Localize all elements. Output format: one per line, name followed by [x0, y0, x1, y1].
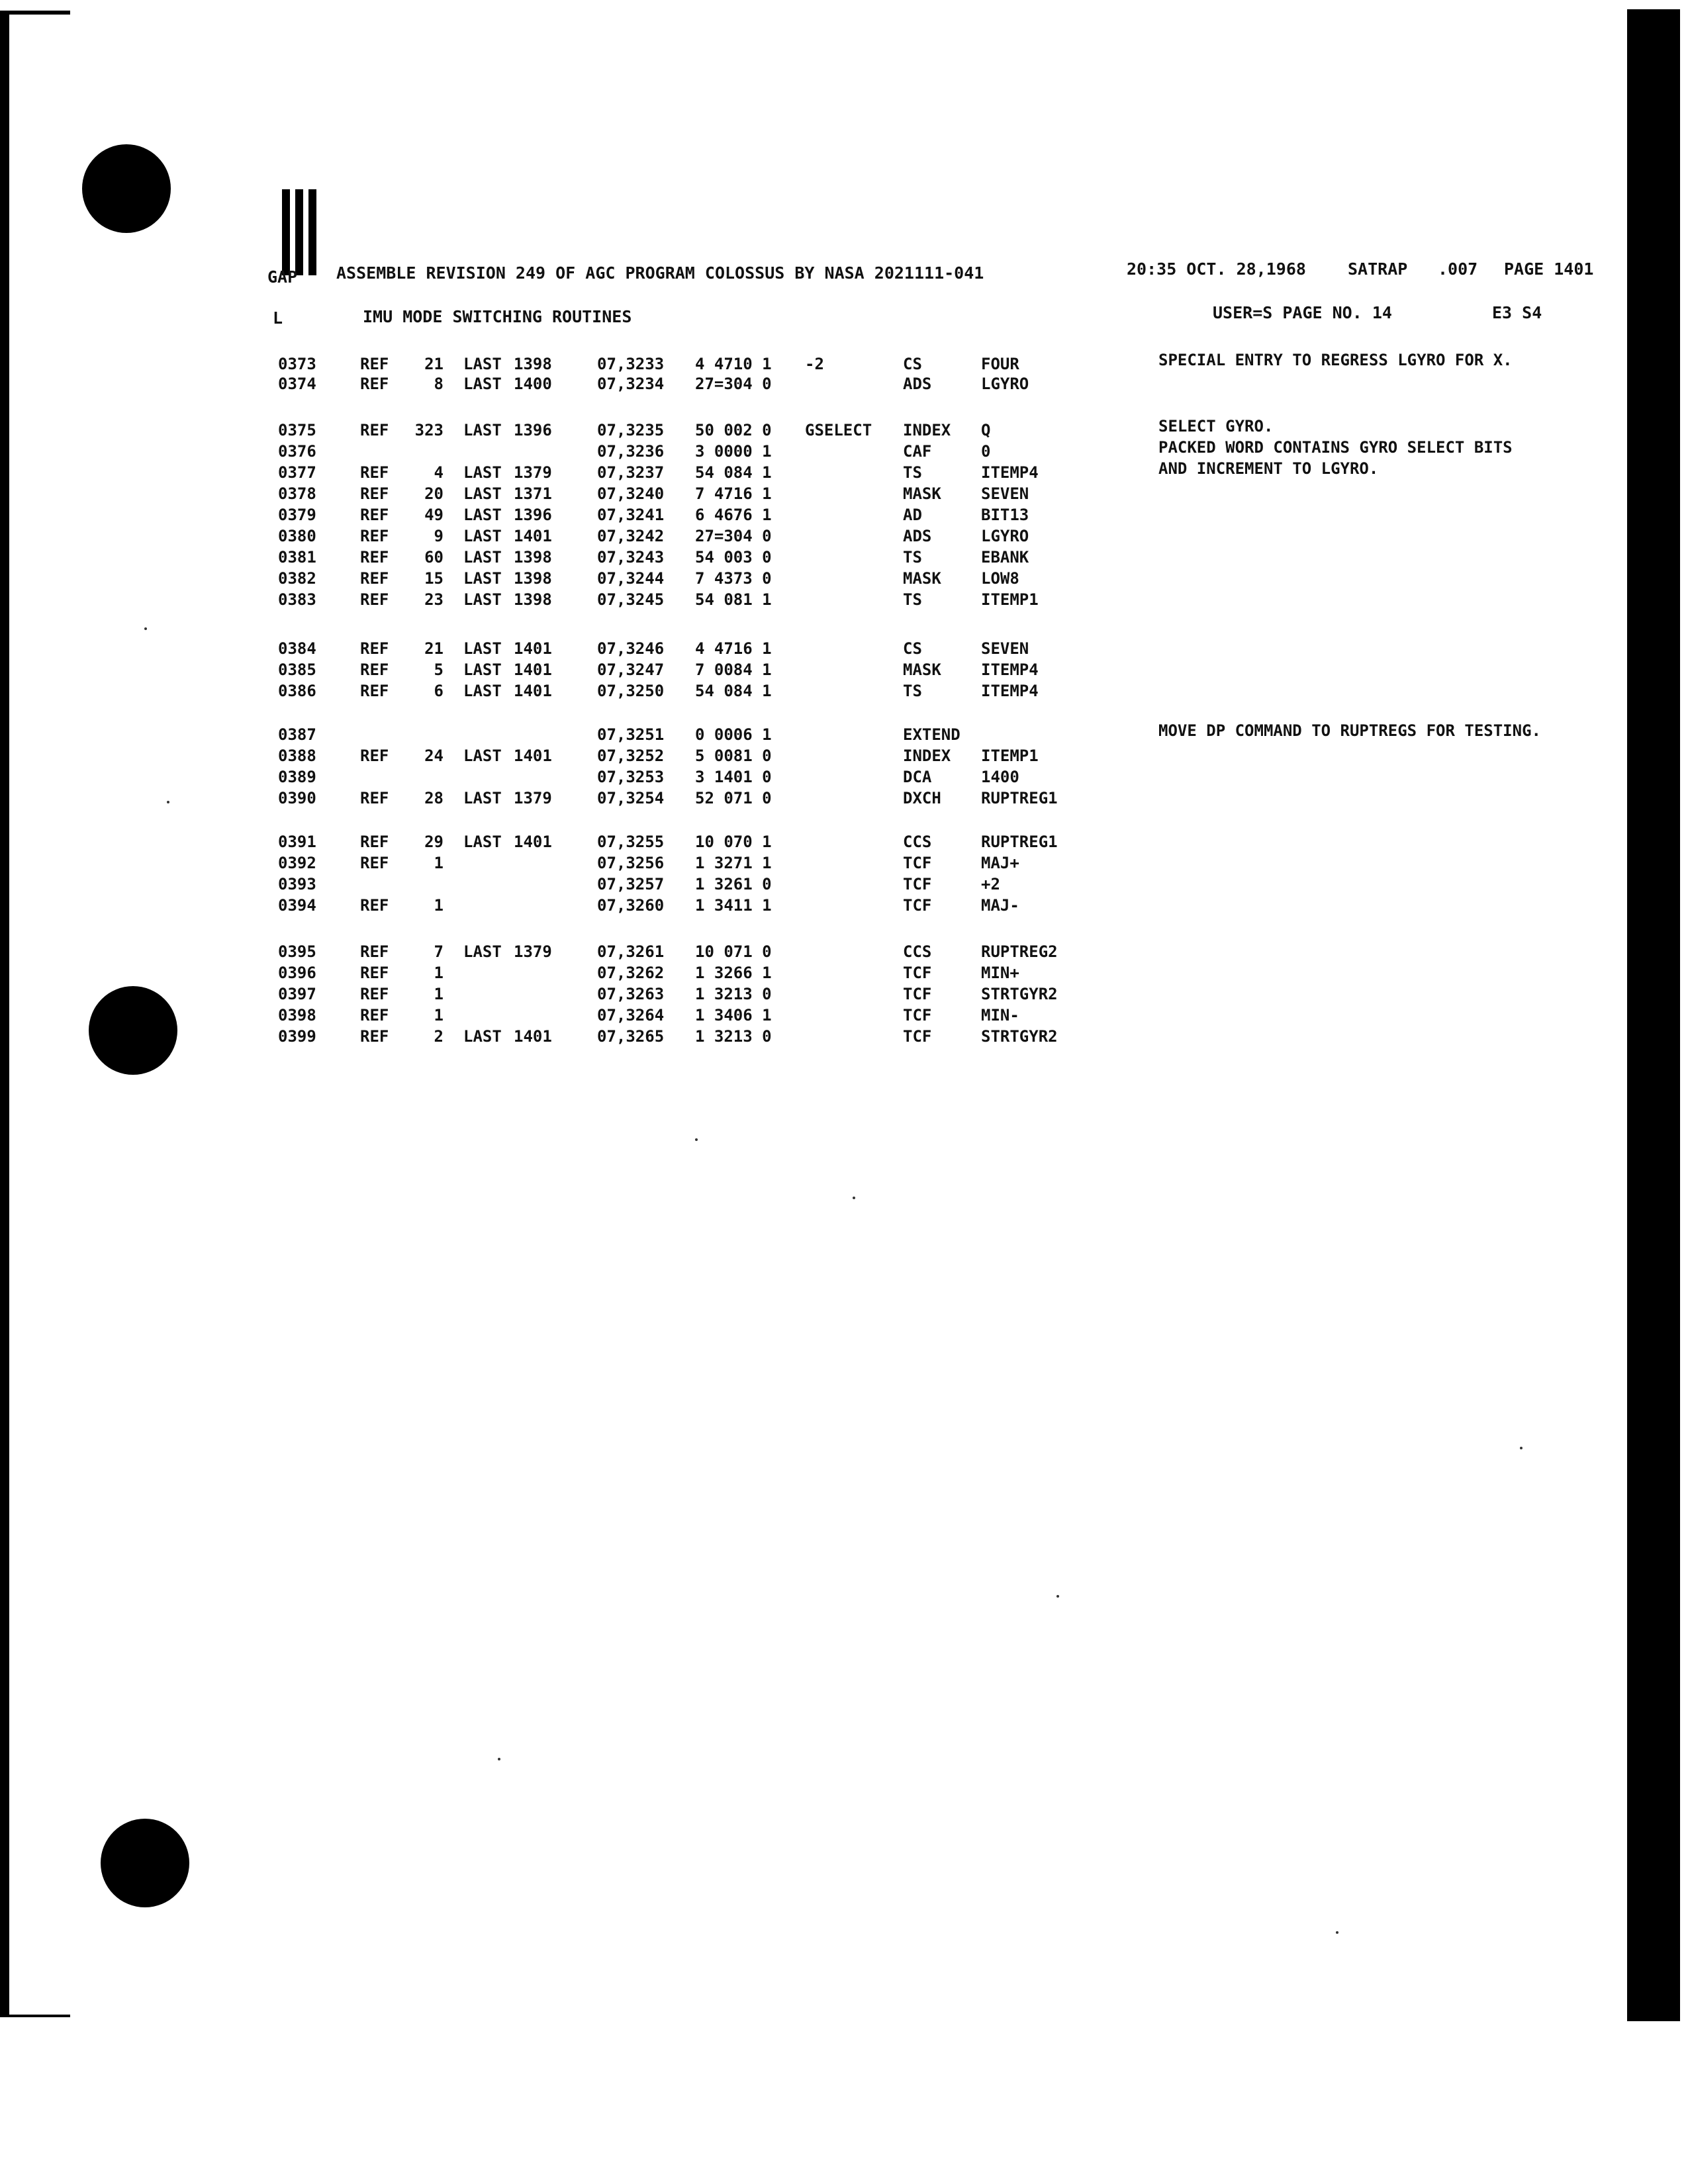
- cell-word: 54 081 1: [695, 590, 772, 609]
- cell-last: LAST: [463, 1027, 502, 1046]
- cell-lastn: 1379: [514, 942, 552, 961]
- cell-line: 0380: [278, 527, 316, 545]
- cell-lastn: 1401: [514, 527, 552, 545]
- cell-line: 0386: [278, 682, 316, 700]
- cell-lastn: 1401: [514, 639, 552, 658]
- cell-ref: REF: [360, 1027, 389, 1046]
- cell-addr: 07,3246: [597, 639, 665, 658]
- cell-word: 3 0000 1: [695, 442, 772, 461]
- cell-line: 0385: [278, 660, 316, 679]
- cell-last: LAST: [463, 421, 502, 439]
- cell-refn: 5: [434, 660, 444, 679]
- cell-operand: 1400: [981, 768, 1019, 786]
- cell-lastn: 1401: [514, 747, 552, 765]
- listing-row: [0, 985, 1125, 1006]
- cell-last: LAST: [463, 747, 502, 765]
- section-letter: L: [273, 308, 283, 328]
- cell-operand: Q: [981, 421, 991, 439]
- cell-op: ADS: [903, 375, 932, 393]
- cell-lastn: 1398: [514, 590, 552, 609]
- cell-lastn: 1396: [514, 506, 552, 524]
- listing-row: [0, 527, 1125, 548]
- listing-row: [0, 421, 1125, 442]
- cell-ref: REF: [360, 964, 389, 982]
- listing-row: [0, 833, 1125, 854]
- cell-line: 0399: [278, 1027, 316, 1046]
- cell-ref: REF: [360, 463, 389, 482]
- listing-comment: MOVE DP COMMAND TO RUPTREGS FOR TESTING.: [1158, 721, 1541, 740]
- cell-operand: BIT13: [981, 506, 1029, 524]
- barcode-bar: [295, 189, 303, 275]
- cell-operand: SEVEN: [981, 639, 1029, 658]
- cell-addr: 07,3262: [597, 964, 665, 982]
- cell-word: 50 002 0: [695, 421, 772, 439]
- cell-addr: 07,3260: [597, 896, 665, 915]
- cell-op: CS: [903, 355, 922, 373]
- cell-last: LAST: [463, 660, 502, 679]
- cell-operand: ITEMP1: [981, 747, 1039, 765]
- program-name: SATRAP: [1348, 259, 1408, 279]
- cell-operand: LGYRO: [981, 527, 1029, 545]
- cell-addr: 07,3245: [597, 590, 665, 609]
- cell-ref: REF: [360, 548, 389, 567]
- cell-ref: REF: [360, 590, 389, 609]
- cell-refn: 21: [424, 355, 444, 373]
- cell-word: 10 071 0: [695, 942, 772, 961]
- e-s-code: E3 S4: [1492, 303, 1542, 322]
- cell-refn: 1: [434, 964, 444, 982]
- cell-word: 27=304 0: [695, 375, 772, 393]
- cell-refn: 4: [434, 463, 444, 482]
- cell-op: EXTEND: [903, 725, 961, 744]
- cell-ref: REF: [360, 484, 389, 503]
- listing-comment: SELECT GYRO.: [1158, 417, 1274, 435]
- cell-line: 0382: [278, 569, 316, 588]
- scan-speck: [1520, 1447, 1523, 1449]
- cell-addr: 07,3241: [597, 506, 665, 524]
- scan-speck: [498, 1758, 500, 1760]
- listing-row: [0, 484, 1125, 506]
- cell-ref: REF: [360, 854, 389, 872]
- cell-last: LAST: [463, 789, 502, 807]
- cell-line: 0383: [278, 590, 316, 609]
- cell-op: AD: [903, 506, 922, 524]
- cell-operand: RUPTREG2: [981, 942, 1058, 961]
- punch-hole-top: [82, 144, 171, 233]
- cell-addr: 07,3265: [597, 1027, 665, 1046]
- listing-row: [0, 660, 1125, 682]
- cell-operand: MAJ+: [981, 854, 1019, 872]
- listing-row: [0, 355, 1125, 376]
- cell-ref: REF: [360, 527, 389, 545]
- cell-ref: REF: [360, 833, 389, 851]
- cell-word: 54 084 1: [695, 682, 772, 700]
- cell-addr: 07,3251: [597, 725, 665, 744]
- cell-line: 0392: [278, 854, 316, 872]
- cell-refn: 8: [434, 375, 444, 393]
- cell-last: LAST: [463, 682, 502, 700]
- cell-addr: 07,3256: [597, 854, 665, 872]
- cell-line: 0381: [278, 548, 316, 567]
- cell-operand: ITEMP4: [981, 463, 1039, 482]
- cell-op: CAF: [903, 442, 932, 461]
- scan-speck: [144, 627, 147, 630]
- cell-last: LAST: [463, 375, 502, 393]
- cell-last: LAST: [463, 548, 502, 567]
- scan-speck: [1336, 1931, 1338, 1934]
- cell-word: 0 0006 1: [695, 725, 772, 744]
- cell-operand: +2: [981, 875, 1000, 893]
- cell-lastn: 1401: [514, 1027, 552, 1046]
- listing-row: [0, 375, 1125, 396]
- cell-ref: REF: [360, 506, 389, 524]
- cell-refn: 60: [424, 548, 444, 567]
- cell-addr: 07,3243: [597, 548, 665, 567]
- cell-ref: REF: [360, 682, 389, 700]
- cell-refn: 28: [424, 789, 444, 807]
- cell-line: 0373: [278, 355, 316, 373]
- cell-word: 52 071 0: [695, 789, 772, 807]
- cell-op: MASK: [903, 484, 941, 503]
- cell-word: 4 4710 1: [695, 355, 772, 373]
- cell-addr: 07,3264: [597, 1006, 665, 1024]
- cell-addr: 07,3233: [597, 355, 665, 373]
- scan-speck: [853, 1197, 855, 1199]
- cell-refn: 2: [434, 1027, 444, 1046]
- cell-lastn: 1398: [514, 548, 552, 567]
- cell-op: TS: [903, 463, 922, 482]
- cell-op: CS: [903, 639, 922, 658]
- cell-label: -2: [805, 355, 824, 373]
- barcode-tag: GAP: [267, 267, 298, 287]
- cell-op: TCF: [903, 1027, 932, 1046]
- cell-operand: RUPTREG1: [981, 833, 1058, 851]
- cell-op: ADS: [903, 527, 932, 545]
- cell-op: INDEX: [903, 747, 951, 765]
- cell-op: INDEX: [903, 421, 951, 439]
- cell-refn: 323: [414, 421, 444, 439]
- cell-ref: REF: [360, 421, 389, 439]
- cell-word: 10 070 1: [695, 833, 772, 851]
- cell-ref: REF: [360, 985, 389, 1003]
- cell-word: 1 3406 1: [695, 1006, 772, 1024]
- cell-line: 0395: [278, 942, 316, 961]
- cell-refn: 9: [434, 527, 444, 545]
- cell-word: 27=304 0: [695, 527, 772, 545]
- cell-operand: ITEMP1: [981, 590, 1039, 609]
- cell-word: 5 0081 0: [695, 747, 772, 765]
- barcode-bar: [308, 189, 316, 275]
- scan-speck: [1056, 1595, 1059, 1598]
- cell-ref: REF: [360, 355, 389, 373]
- cell-operand: MIN-: [981, 1006, 1019, 1024]
- listing-row: [0, 725, 1125, 747]
- cell-refn: 15: [424, 569, 444, 588]
- cell-lastn: 1398: [514, 355, 552, 373]
- cell-operand: ITEMP4: [981, 682, 1039, 700]
- cell-addr: 07,3237: [597, 463, 665, 482]
- cell-line: 0387: [278, 725, 316, 744]
- cell-last: LAST: [463, 484, 502, 503]
- cell-op: TCF: [903, 875, 932, 893]
- cell-line: 0394: [278, 896, 316, 915]
- listing-row: [0, 639, 1125, 660]
- cell-addr: 07,3252: [597, 747, 665, 765]
- cell-line: 0388: [278, 747, 316, 765]
- cell-line: 0390: [278, 789, 316, 807]
- cell-operand: STRTGYR2: [981, 985, 1058, 1003]
- cell-operand: SEVEN: [981, 484, 1029, 503]
- listing-row: [0, 896, 1125, 917]
- cell-ref: REF: [360, 639, 389, 658]
- cell-line: 0374: [278, 375, 316, 393]
- cell-ref: REF: [360, 789, 389, 807]
- cell-ref: REF: [360, 896, 389, 915]
- cell-ref: REF: [360, 569, 389, 588]
- cell-op: MASK: [903, 569, 941, 588]
- cell-line: 0384: [278, 639, 316, 658]
- cell-refn: 7: [434, 942, 444, 961]
- scan-speck: [695, 1138, 698, 1141]
- cell-operand: 0: [981, 442, 991, 461]
- cell-ref: REF: [360, 1006, 389, 1024]
- cell-addr: 07,3244: [597, 569, 665, 588]
- cell-op: TS: [903, 590, 922, 609]
- cell-op: DXCH: [903, 789, 941, 807]
- cell-word: 6 4676 1: [695, 506, 772, 524]
- cell-ref: REF: [360, 375, 389, 393]
- cell-addr: 07,3254: [597, 789, 665, 807]
- cell-ref: REF: [360, 942, 389, 961]
- cell-addr: 07,3235: [597, 421, 665, 439]
- cell-lastn: 1401: [514, 682, 552, 700]
- cell-op: TCF: [903, 985, 932, 1003]
- cell-word: 7 4373 0: [695, 569, 772, 588]
- cell-word: 1 3261 0: [695, 875, 772, 893]
- cell-op: TCF: [903, 1006, 932, 1024]
- cell-operand: EBANK: [981, 548, 1029, 567]
- cell-lastn: 1398: [514, 569, 552, 588]
- cell-ref: REF: [360, 660, 389, 679]
- listing-row: [0, 442, 1125, 463]
- cell-operand: RUPTREG1: [981, 789, 1058, 807]
- version: .007: [1438, 259, 1478, 279]
- cell-addr: 07,3247: [597, 660, 665, 679]
- cell-op: CCS: [903, 942, 932, 961]
- cell-word: 54 003 0: [695, 548, 772, 567]
- cell-op: CCS: [903, 833, 932, 851]
- punch-hole-bottom: [101, 1819, 189, 1907]
- cell-refn: 1: [434, 985, 444, 1003]
- timestamp: 20:35 OCT. 28,1968: [1127, 259, 1306, 279]
- cell-addr: 07,3253: [597, 768, 665, 786]
- cell-word: 7 4716 1: [695, 484, 772, 503]
- cell-word: 1 3271 1: [695, 854, 772, 872]
- listing-row: [0, 590, 1125, 612]
- cell-op: TS: [903, 548, 922, 567]
- cell-word: 1 3213 0: [695, 1027, 772, 1046]
- cell-refn: 49: [424, 506, 444, 524]
- cell-word: 4 4716 1: [695, 639, 772, 658]
- cell-last: LAST: [463, 463, 502, 482]
- cell-operand: STRTGYR2: [981, 1027, 1058, 1046]
- cell-lastn: 1371: [514, 484, 552, 503]
- cell-lastn: 1400: [514, 375, 552, 393]
- cell-refn: 24: [424, 747, 444, 765]
- cell-line: 0391: [278, 833, 316, 851]
- right-scan-edge: [1627, 9, 1680, 2021]
- cell-lastn: 1396: [514, 421, 552, 439]
- cell-op: TCF: [903, 854, 932, 872]
- cell-line: 0389: [278, 768, 316, 786]
- cell-line: 0378: [278, 484, 316, 503]
- cell-operand: MIN+: [981, 964, 1019, 982]
- cell-last: LAST: [463, 833, 502, 851]
- cell-op: DCA: [903, 768, 932, 786]
- cell-addr: 07,3236: [597, 442, 665, 461]
- cell-last: LAST: [463, 506, 502, 524]
- listing-row: [0, 506, 1125, 527]
- cell-refn: 20: [424, 484, 444, 503]
- cell-refn: 6: [434, 682, 444, 700]
- listing-row: [0, 854, 1125, 875]
- page-number: PAGE 1401: [1504, 259, 1594, 279]
- cell-line: 0375: [278, 421, 316, 439]
- cell-addr: 07,3234: [597, 375, 665, 393]
- cell-label: GSELECT: [805, 421, 872, 439]
- cell-line: 0397: [278, 985, 316, 1003]
- cell-refn: 29: [424, 833, 444, 851]
- user-page-number: USER=S PAGE NO. 14: [1213, 303, 1392, 322]
- cell-last: LAST: [463, 639, 502, 658]
- barcode-bar: [282, 189, 290, 275]
- listing-row: [0, 747, 1125, 768]
- cell-line: 0377: [278, 463, 316, 482]
- cell-op: TCF: [903, 896, 932, 915]
- cell-operand: MAJ-: [981, 896, 1019, 915]
- cell-line: 0379: [278, 506, 316, 524]
- listing-comment: SPECIAL ENTRY TO REGRESS LGYRO FOR X.: [1158, 351, 1513, 369]
- cell-word: 1 3411 1: [695, 896, 772, 915]
- listing-row: [0, 1006, 1125, 1027]
- listing-row: [0, 942, 1125, 964]
- cell-lastn: 1379: [514, 463, 552, 482]
- cell-word: 3 1401 0: [695, 768, 772, 786]
- listing-row: [0, 682, 1125, 703]
- listing-row: [0, 569, 1125, 590]
- listing-row: [0, 768, 1125, 789]
- listing-row: [0, 789, 1125, 810]
- assembly-title: ASSEMBLE REVISION 249 OF AGC PROGRAM COLOSSUS BY NASA 2021111-041: [336, 263, 984, 283]
- cell-last: LAST: [463, 355, 502, 373]
- listing-row: [0, 463, 1125, 484]
- cell-line: 0376: [278, 442, 316, 461]
- cell-op: TS: [903, 682, 922, 700]
- cell-addr: 07,3261: [597, 942, 665, 961]
- cell-operand: ITEMP4: [981, 660, 1039, 679]
- cell-addr: 07,3242: [597, 527, 665, 545]
- cell-last: LAST: [463, 569, 502, 588]
- cell-refn: 1: [434, 854, 444, 872]
- listing-row: [0, 1027, 1125, 1048]
- cell-line: 0396: [278, 964, 316, 982]
- listing-row: [0, 875, 1125, 896]
- cell-word: 1 3266 1: [695, 964, 772, 982]
- cell-addr: 07,3263: [597, 985, 665, 1003]
- cell-operand: LGYRO: [981, 375, 1029, 393]
- cell-lastn: 1379: [514, 789, 552, 807]
- cell-line: 0398: [278, 1006, 316, 1024]
- cell-refn: 1: [434, 896, 444, 915]
- cell-addr: 07,3250: [597, 682, 665, 700]
- cell-addr: 07,3257: [597, 875, 665, 893]
- cell-operand: FOUR: [981, 355, 1019, 373]
- listing-comment: AND INCREMENT TO LGYRO.: [1158, 459, 1379, 478]
- listing-row: [0, 964, 1125, 985]
- cell-last: LAST: [463, 942, 502, 961]
- listing-row: [0, 548, 1125, 569]
- cell-word: 1 3213 0: [695, 985, 772, 1003]
- cell-refn: 1: [434, 1006, 444, 1024]
- cell-word: 54 084 1: [695, 463, 772, 482]
- cell-refn: 23: [424, 590, 444, 609]
- cell-last: LAST: [463, 590, 502, 609]
- cell-last: LAST: [463, 527, 502, 545]
- cell-lastn: 1401: [514, 833, 552, 851]
- cell-addr: 07,3240: [597, 484, 665, 503]
- cell-ref: REF: [360, 747, 389, 765]
- cell-op: TCF: [903, 964, 932, 982]
- cell-line: 0393: [278, 875, 316, 893]
- cell-addr: 07,3255: [597, 833, 665, 851]
- listing-comment: PACKED WORD CONTAINS GYRO SELECT BITS: [1158, 438, 1513, 457]
- section-title: IMU MODE SWITCHING ROUTINES: [363, 307, 632, 326]
- cell-refn: 21: [424, 639, 444, 658]
- cell-lastn: 1401: [514, 660, 552, 679]
- cell-word: 7 0084 1: [695, 660, 772, 679]
- cell-operand: LOW8: [981, 569, 1019, 588]
- cell-op: MASK: [903, 660, 941, 679]
